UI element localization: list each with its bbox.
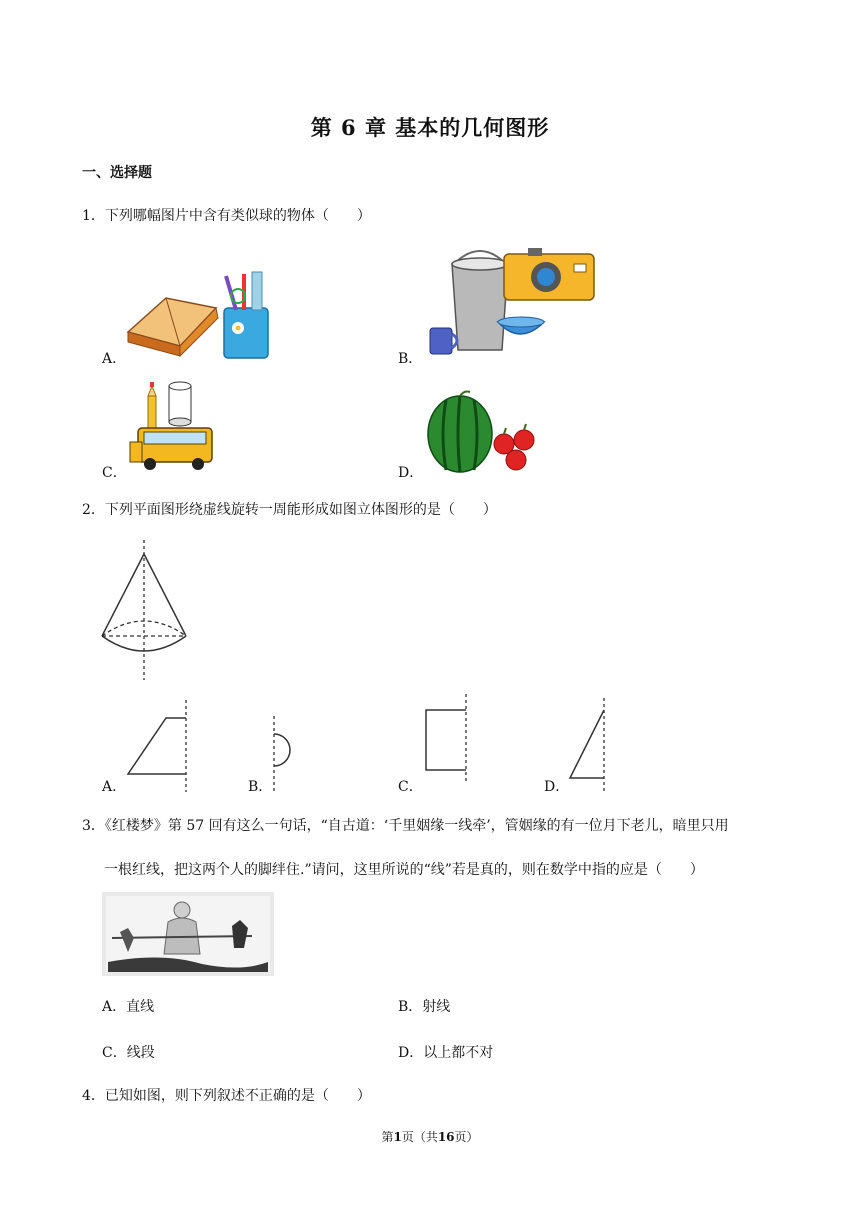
q1-option-a-label: A．	[102, 351, 127, 367]
footer-mid: 页（共	[401, 1130, 438, 1144]
footer-page-number: 1	[393, 1130, 402, 1144]
school-bus-icon	[126, 378, 216, 474]
page-title: 第 6 章 基本的几何图形	[310, 115, 550, 140]
q3-option-a-text: 直线	[126, 999, 155, 1015]
footer-total-pages: 16	[437, 1130, 455, 1144]
q2-option-a-label: A．	[102, 779, 127, 795]
q2-option-c-label: C．	[398, 779, 423, 795]
book-and-pen-holder-icon	[126, 270, 276, 362]
bucket-camera-bowl-icon	[424, 246, 600, 364]
watermelon-apples-icon	[426, 390, 538, 474]
q3-option-a	[102, 996, 154, 1016]
q3-option-c-text: 线段	[126, 1045, 155, 1061]
q3-option-c-label: C．	[102, 1045, 127, 1061]
q1-option-b-label: B．	[398, 351, 423, 367]
q3-option-d-label: D．	[398, 1045, 424, 1061]
q3-option-b-text: 射线	[422, 999, 451, 1015]
q3-option-d	[398, 1042, 493, 1062]
q1-option-d-label: D．	[398, 465, 424, 481]
question-1-stem: 1．下列哪幅图片中含有类似球的物体（ ）	[82, 208, 371, 224]
q3-option-b-label: B．	[398, 999, 423, 1015]
q2-option-b-label: B．	[248, 779, 273, 795]
cone-figure	[100, 540, 192, 680]
q2-option-d-label: D．	[544, 779, 570, 795]
q3-option-a-label: A．	[102, 999, 127, 1015]
section-heading: 一、选择题	[82, 165, 152, 181]
question-2-stem: 2．下列平面图形绕虚线旋转一周能形成如图立体图形的是（ ）	[82, 502, 497, 518]
q3-option-d-text: 以上都不对	[423, 1045, 494, 1061]
page-footer	[0, 1128, 860, 1145]
q3-option-c	[102, 1042, 155, 1062]
question-3-stem-line-1: 3．《红楼梦》第 57 回有这么一句话，“自古道：‘千里姻缘一线牵’，管姻缘的有一位月下老儿，暗里只用	[82, 818, 729, 834]
question-4-stem: 4．已知如图，则下列叙述不正确的是（ ）	[82, 1088, 371, 1104]
question-3-stem-line-2: 一根红线，把这两个人的脚绊住.”请问，这里所说的“线”若是真的，则在数学中指的应是（ ）	[104, 862, 704, 878]
rectangle-icon	[424, 694, 472, 784]
footer-suffix: 页）	[454, 1130, 479, 1144]
q1-option-c-label: C．	[102, 465, 127, 481]
footer-prefix: 第	[381, 1130, 394, 1144]
q3-option-b	[398, 996, 450, 1016]
semicircle-icon	[268, 716, 304, 792]
trapezoid-icon	[126, 700, 192, 792]
matchmaker-painting-image	[102, 892, 274, 976]
right-triangle-icon	[568, 698, 612, 792]
